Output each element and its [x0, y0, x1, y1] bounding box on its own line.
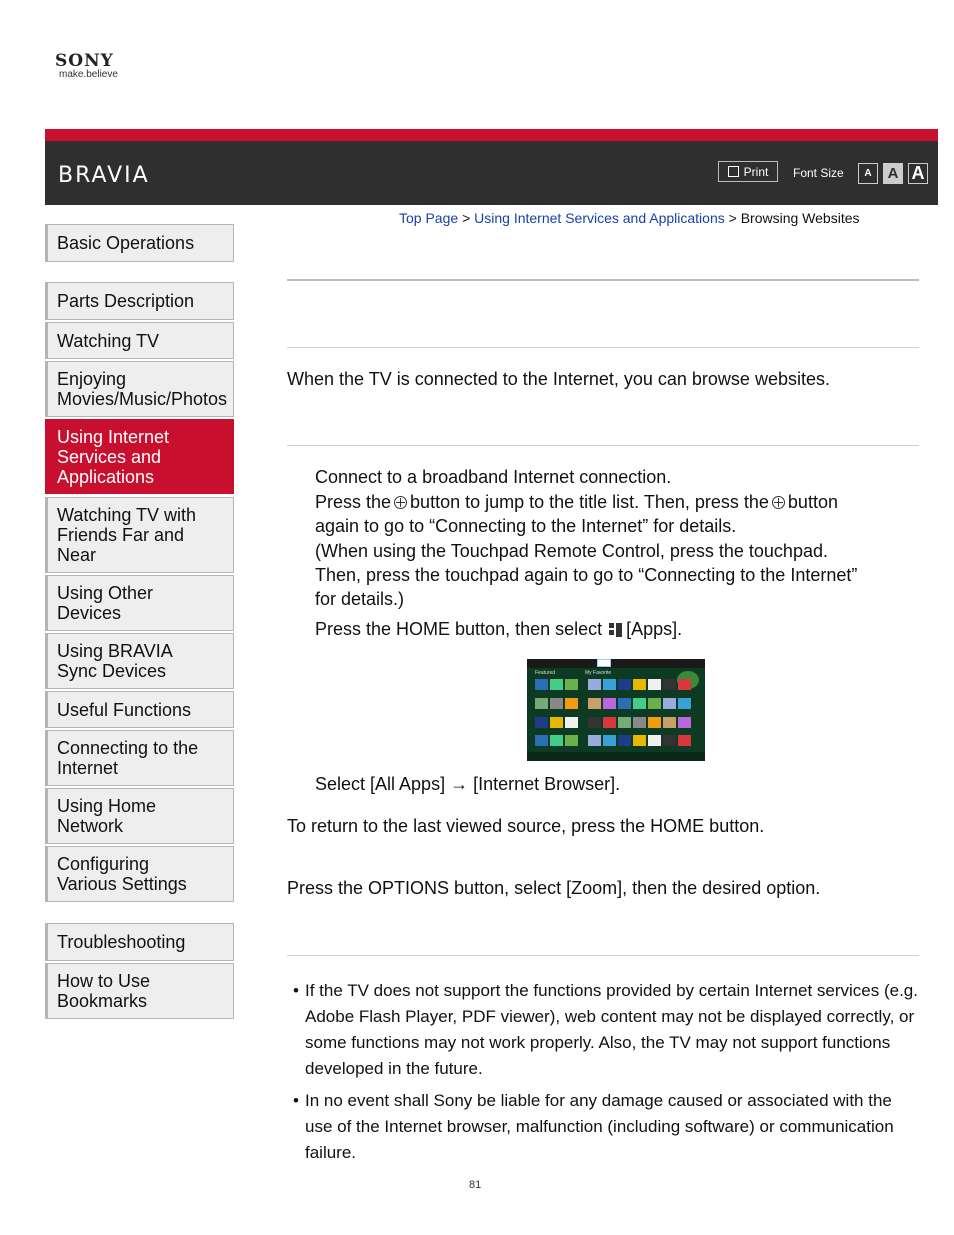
page-number: 81 — [469, 1179, 482, 1191]
app-tile — [663, 679, 676, 690]
note-text: In no event shall Sony be liable for any damage caused or associated with the use of the Internet browser, malfunction (including software) or communication failure. — [305, 1091, 894, 1162]
app-tile — [550, 698, 563, 709]
app-tile — [588, 698, 601, 709]
app-tile — [648, 679, 661, 690]
sidebar-item-basic-operations[interactable]: Basic Operations — [45, 224, 234, 262]
app-tile — [603, 735, 616, 746]
note-item — [293, 1088, 923, 1166]
return-text: To return to the last viewed source, press the HOME button. — [287, 816, 765, 836]
app-tile — [588, 735, 601, 746]
app-tile — [618, 698, 631, 709]
app-tile — [535, 679, 548, 690]
screenshot-bottombar — [527, 752, 705, 761]
step-1-detail — [315, 490, 920, 514]
step-1-detail-line: (When using the Touchpad Remote Control, press the touchpad. — [315, 541, 828, 561]
sidebar-item-useful-functions[interactable]: Useful Functions — [45, 691, 234, 728]
sidebar-item-watching-tv[interactable]: Watching TV — [45, 322, 234, 359]
app-tile — [633, 717, 646, 728]
app-tile — [535, 735, 548, 746]
app-tile — [618, 735, 631, 746]
sidebar-item-watching-with-friends[interactable]: Watching TV with Friends Far and Near — [45, 497, 234, 573]
app-tile — [535, 717, 548, 728]
step-1-detail-part: button to jump to the title list. Then, press the — [410, 492, 769, 512]
print-button[interactable] — [718, 161, 778, 182]
step-1-detail-line: again to go to “Connecting to the Internet” for details. — [315, 516, 737, 536]
font-size-label: Font Size — [793, 166, 844, 180]
sidebar-item-other-devices[interactable]: Using Other Devices — [45, 575, 234, 631]
sidebar-item-connecting-internet[interactable]: Connecting to the Internet — [45, 730, 234, 786]
divider — [287, 445, 919, 446]
step-2-text — [315, 617, 682, 641]
app-tile — [633, 679, 646, 690]
note-text: If the TV does not support the functions provided by certain Internet services (e.g. Adobe Flash Player, PDF viewer), web content may not be displayed correctly, or some functions may not work properly. Also, the TV may not support functions developed in the future. — [305, 981, 918, 1078]
breadcrumb-current: Browsing Websites — [740, 210, 860, 226]
sidebar-item-enjoying-media[interactable]: Enjoying Movies/Music/Photos — [45, 361, 234, 417]
screenshot-topbar — [527, 659, 705, 668]
circle-plus-icon — [394, 496, 407, 509]
app-tile — [550, 717, 563, 728]
app-tile — [618, 717, 631, 728]
breadcrumb-link-top-page[interactable]: Top Page — [399, 210, 459, 226]
breadcrumb-separator: > — [728, 210, 737, 226]
step-1-detail-part: button — [787, 492, 838, 512]
app-tile — [565, 717, 578, 728]
circle-plus-icon — [772, 496, 785, 509]
intro-text: When the TV is connected to the Internet, you can browse websites. — [287, 369, 830, 389]
divider — [287, 955, 919, 956]
app-tile — [565, 735, 578, 746]
app-tile — [603, 717, 616, 728]
sidebar-item-internet-services[interactable]: Using Internet Services and Applications — [45, 419, 234, 494]
app-tile — [633, 698, 646, 709]
app-tile — [663, 735, 676, 746]
divider — [287, 347, 919, 348]
sidebar-item-parts-description[interactable]: Parts Description — [45, 282, 234, 320]
screenshot-favorite-label: My Favorite — [585, 670, 612, 676]
apps-icon — [609, 623, 622, 637]
sidebar-item-bravia-sync[interactable]: Using BRAVIA Sync Devices — [45, 633, 234, 689]
app-tile — [678, 698, 691, 709]
screenshot-selection-box — [597, 659, 611, 667]
print-icon — [728, 166, 739, 177]
bullet: • — [293, 1091, 299, 1110]
apps-screenshot — [527, 659, 705, 761]
sidebar-item-configuring-settings[interactable]: Configuring Various Settings — [45, 846, 234, 902]
step-1-text: Connect to a broadband Internet connection. — [315, 467, 672, 487]
step-1-detail-line: for details.) — [315, 589, 405, 609]
step-3-text: Select [All Apps] → [Internet Browser]. — [315, 774, 621, 794]
app-tile — [618, 679, 631, 690]
app-tile — [550, 735, 563, 746]
app-tile — [603, 698, 616, 709]
step-1-detail-line: Then, press the touchpad again to go to “Connecting to the Internet” — [315, 565, 858, 585]
app-tile — [678, 717, 691, 728]
bullet: • — [293, 981, 299, 1000]
step-2-text-part: [Apps]. — [626, 619, 683, 639]
app-tile — [648, 698, 661, 709]
app-tile — [663, 717, 676, 728]
app-tile — [633, 735, 646, 746]
sony-logo: SONY — [55, 51, 114, 71]
sidebar-item-bookmarks[interactable]: How to Use Bookmarks — [45, 963, 234, 1019]
font-size-small-button[interactable]: A — [858, 163, 878, 184]
step-2-text-part: Press the HOME button, then select — [315, 619, 603, 639]
app-tile — [603, 679, 616, 690]
breadcrumb-link-internet-services[interactable]: Using Internet Services and Applications — [474, 210, 725, 226]
step-1-detail-part: Press the — [315, 492, 392, 512]
sidebar-item-home-network[interactable]: Using Home Network — [45, 788, 234, 844]
sidebar-item-troubleshooting[interactable]: Troubleshooting — [45, 923, 234, 961]
breadcrumb-separator: > — [462, 210, 471, 226]
app-tile — [565, 698, 578, 709]
app-tile — [663, 698, 676, 709]
app-tile — [535, 698, 548, 709]
font-size-large-button[interactable]: A — [908, 163, 928, 184]
zoom-text: Press the OPTIONS button, select [Zoom], then the desired option. — [287, 878, 821, 898]
app-tile — [588, 679, 601, 690]
screenshot-featured-label: Featured — [535, 670, 556, 676]
divider — [287, 279, 919, 281]
app-tile — [678, 679, 691, 690]
bravia-logo: BRAVIA — [58, 163, 150, 188]
app-tile — [565, 679, 578, 690]
app-tile — [648, 717, 661, 728]
header-accent-stripe — [45, 129, 938, 141]
print-label: Print — [743, 164, 769, 179]
app-tile — [648, 735, 661, 746]
sony-tagline: make.believe — [59, 69, 118, 80]
font-size-medium-button[interactable]: A — [883, 163, 903, 184]
breadcrumb — [399, 210, 860, 226]
app-tile — [550, 679, 563, 690]
note-item — [293, 978, 923, 1082]
app-tile — [588, 717, 601, 728]
app-tile — [678, 735, 691, 746]
